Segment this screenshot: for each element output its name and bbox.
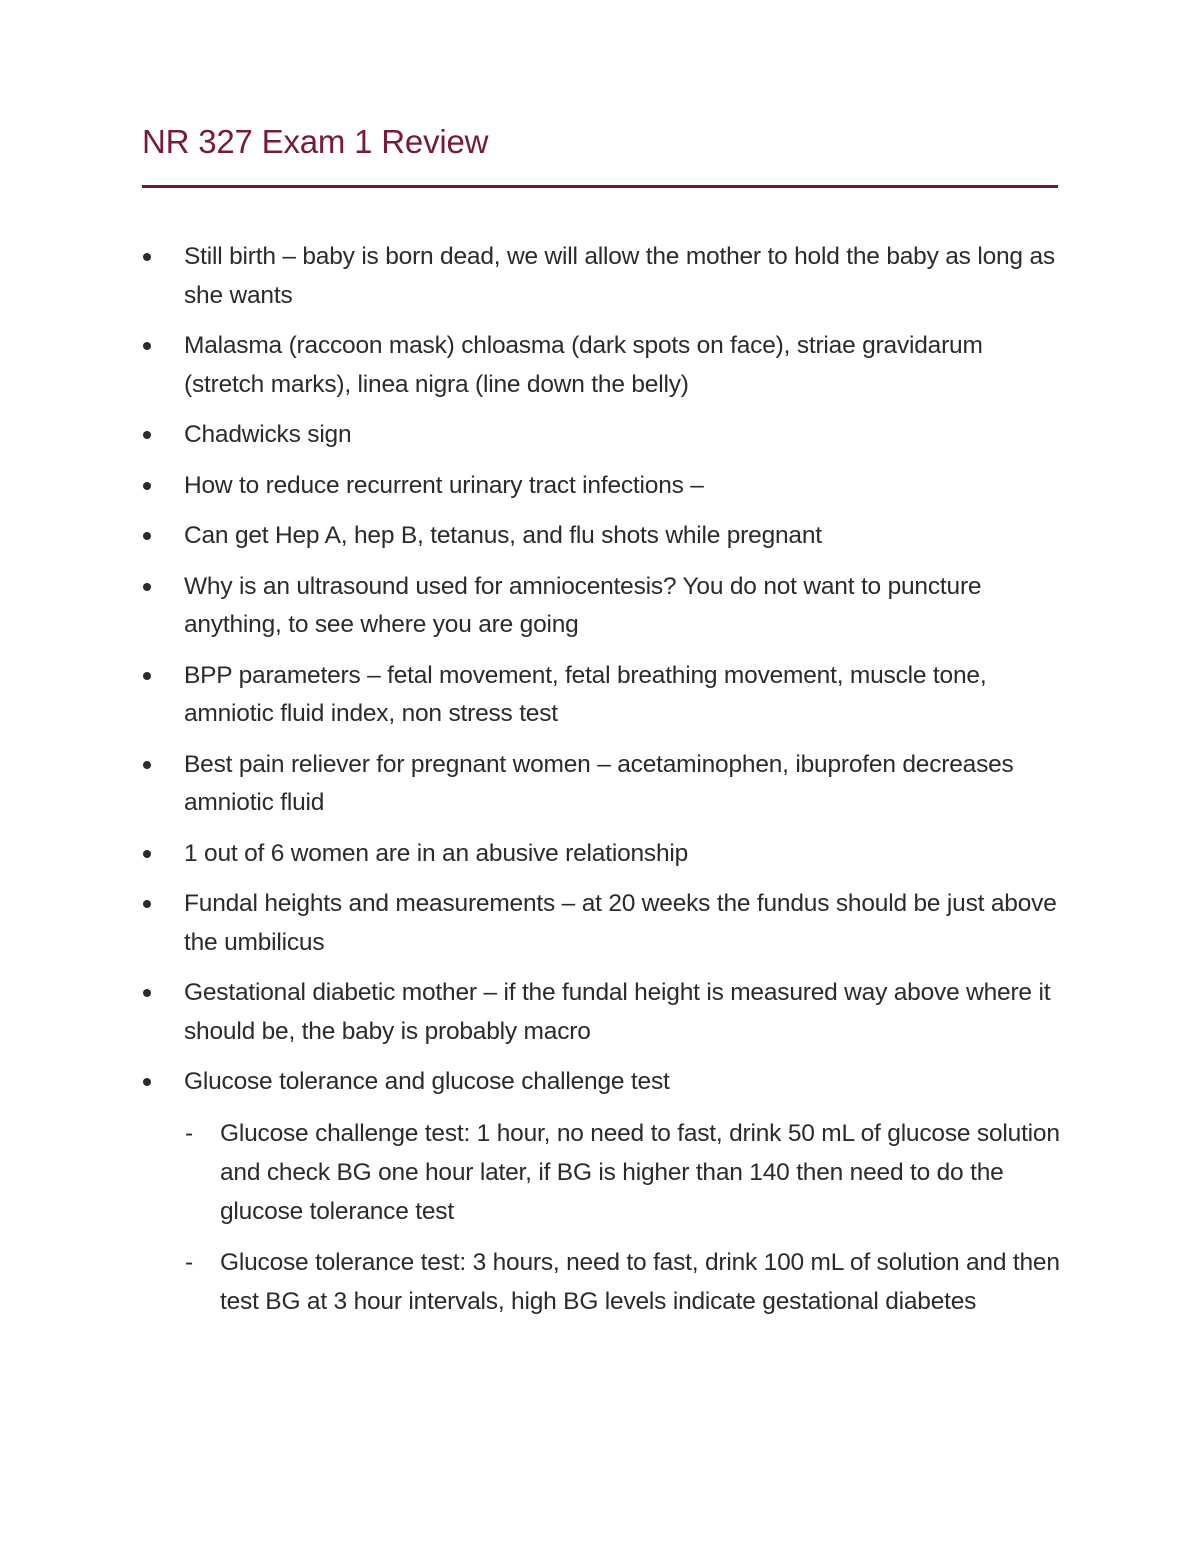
list-item-text: How to reduce recurrent urinary tract infections – <box>184 471 704 499</box>
list-item <box>142 238 1060 315</box>
list-item-text: Why is an ultrasound used for amniocentesis? You do not want to puncture anything, to see where you are going <box>184 572 982 638</box>
list-item-text: Best pain reliever for pregnant women – acetaminophen, ibuprofen decreases amniotic fluid <box>184 750 1014 816</box>
bullet-icon <box>143 342 151 350</box>
bullet-list <box>142 238 1060 1321</box>
list-item <box>142 974 1060 1051</box>
list-item <box>142 885 1060 962</box>
sub-list-item <box>184 1114 1060 1231</box>
bullet-icon <box>143 482 151 490</box>
list-item <box>142 835 1060 874</box>
sub-bullet-list <box>184 1114 1060 1321</box>
dash-icon: - <box>185 1119 193 1147</box>
list-item-text: Can get Hep A, hep B, tetanus, and flu shots while pregnant <box>184 522 822 549</box>
bullet-icon <box>143 761 151 769</box>
bullet-icon <box>143 253 151 261</box>
bullet-icon <box>143 989 151 997</box>
list-item-text: BPP parameters – fetal movement, fetal breathing movement, muscle tone, amniotic fluid index, non stress test <box>184 661 987 727</box>
list-item-text: Malasma (raccoon mask) chloasma (dark spots on face), striae gravidarum (stretch marks), linea nigra (line down the belly) <box>184 332 983 398</box>
list-item-text: Gestational diabetic mother – if the fundal height is measured way above where it should be, the baby is probably macro <box>184 979 1051 1045</box>
sub-list-item-text: Glucose tolerance test: 3 hours, need to fast, drink 100 mL of solution and then test BG at 3 hour intervals, high BG levels indicate gestational diabetes <box>220 1248 1060 1315</box>
document-title: NR 327 Exam 1 Review <box>142 123 489 160</box>
list-item <box>142 746 1060 823</box>
sub-list-item <box>184 1243 1060 1321</box>
list-item <box>142 416 1060 455</box>
list-item-text: Chadwicks sign <box>184 421 352 448</box>
list-item-text: Still birth – baby is born dead, we will allow the mother to hold the baby as long as she wants <box>184 243 1055 309</box>
bullet-icon <box>143 850 151 858</box>
list-item <box>142 327 1060 404</box>
bullet-icon <box>143 1078 151 1086</box>
bullet-icon <box>143 532 151 540</box>
title-divider <box>142 185 1058 188</box>
bullet-icon <box>143 900 151 908</box>
list-item <box>142 657 1060 734</box>
list-item <box>142 568 1060 645</box>
list-item <box>142 517 1060 556</box>
sub-list-item-text: Glucose challenge test: 1 hour, no need to fast, drink 50 mL of glucose solution and check BG one hour later, if BG is higher than 140 then need to do the glucose tolerance test <box>220 1119 1060 1225</box>
list-item <box>142 467 1060 506</box>
bullet-icon <box>143 583 151 591</box>
dash-icon: - <box>185 1248 193 1276</box>
document-page <box>142 118 1060 1333</box>
list-item <box>142 1063 1060 1321</box>
bullet-icon <box>143 672 151 680</box>
list-item-text: Glucose tolerance and glucose challenge test <box>184 1068 670 1095</box>
list-item-text: Fundal heights and measurements – at 20 weeks the fundus should be just above the umbilicus <box>184 890 1057 956</box>
list-item-text: 1 out of 6 women are in an abusive relationship <box>184 839 689 867</box>
bullet-icon <box>143 431 151 439</box>
